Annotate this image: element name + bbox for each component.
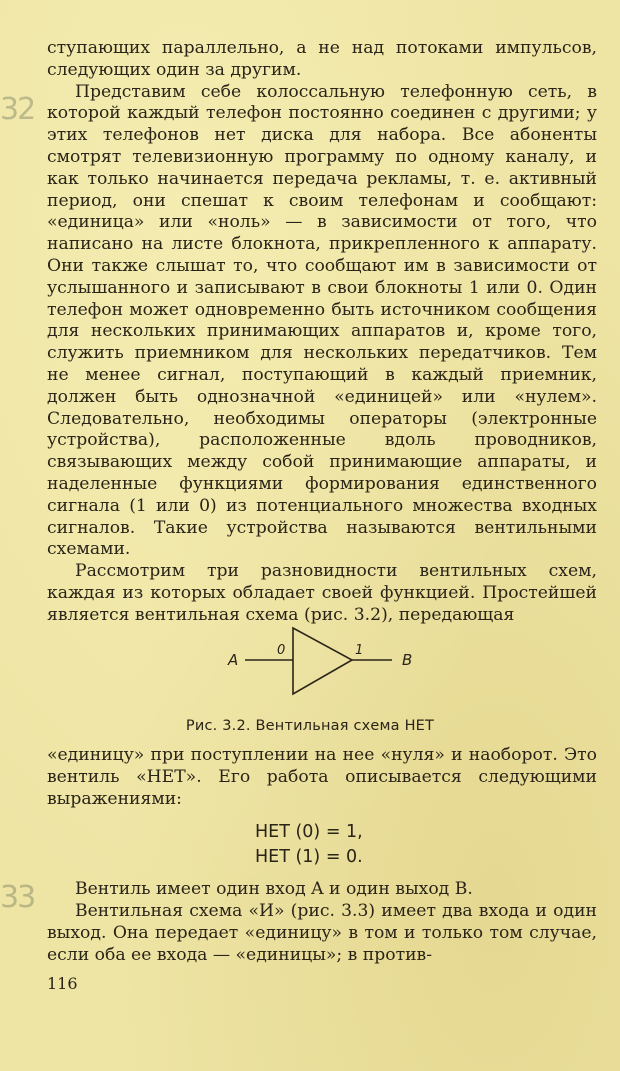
formula-line: НЕТ (1) = 0. (255, 847, 363, 868)
paragraph: Вентильная схема «И» (рис. 3.3) имеет два входа и один выход. Она передает «единицу» в том и только том случае, если оба ее входа — «единицы»; в против- (47, 901, 597, 965)
paragraph: ступающих параллельно, а не над потоками импульсов, следующих один за другим. (47, 38, 597, 80)
margin-mark-top: 32 (0, 92, 35, 127)
output-value: 1 (355, 643, 364, 658)
paragraph: Представим себе колоссальную телефонную сеть, в которой каждый телефон постоянно соединен с другими; у этих телефонов нет диска для набора. Все абоненты смотрят телевизионную программу по одному каналу, и как только начинается передача рекламы, т. е. активный период, они спешат к своим телефонам и сообщают: «единица» или «ноль» — в зависимости от того, что написано на листе блокнота, прикрепленного к аппарату. Они также слышат то, что сообщают им в зависимости от услышанного и записывают в свои блокноты 1 или 0. Один телефон может одновременно быть источником сообщения для нескольких принимающих аппаратов и, кроме того, служить приемником для нескольких передатчиков. Тем не менее сигнал, поступающий в каждый приемник, должен быть однозначной «единицей» или «нулем». Следовательно, необходимы операторы (электронные устройства), расположенные вдоль проводников, связывающих между собой принимающие аппараты, и наделенные функциями формирования единственного сигнала (1 или 0) из потенциального множества входных сигналов. Такие устройства называются вентильными схемами. (47, 81, 597, 560)
text-block-bottom (47, 745, 597, 967)
gate-triangle (293, 628, 352, 694)
paragraph: Вентиль имеет один вход A и один выход B. (75, 879, 473, 900)
margin-mark-bottom: 33 (0, 880, 35, 915)
not-gate-diagram (220, 620, 430, 700)
input-value: 0 (277, 643, 286, 658)
formula-line: НЕТ (0) = 1, (255, 822, 363, 843)
paragraph: Рассмотрим три разновидности вентильных схем, каждая из которых обладает своей функцией. Простейшей является вентильная схема (рис. 3.2), передающая (47, 561, 597, 625)
formula-block (47, 820, 597, 870)
output-label: B (402, 651, 413, 669)
input-label: A (228, 651, 239, 669)
page-number: 116 (47, 974, 78, 993)
figure-caption: Рис. 3.2. Вентильная схема НЕТ (185, 718, 435, 734)
paragraph: «единицу» при поступлении на нее «нуля» и наоборот. Это вентиль «НЕТ». Его работа описывается следующими выражениями: (47, 745, 597, 809)
text-block-top (47, 38, 597, 627)
